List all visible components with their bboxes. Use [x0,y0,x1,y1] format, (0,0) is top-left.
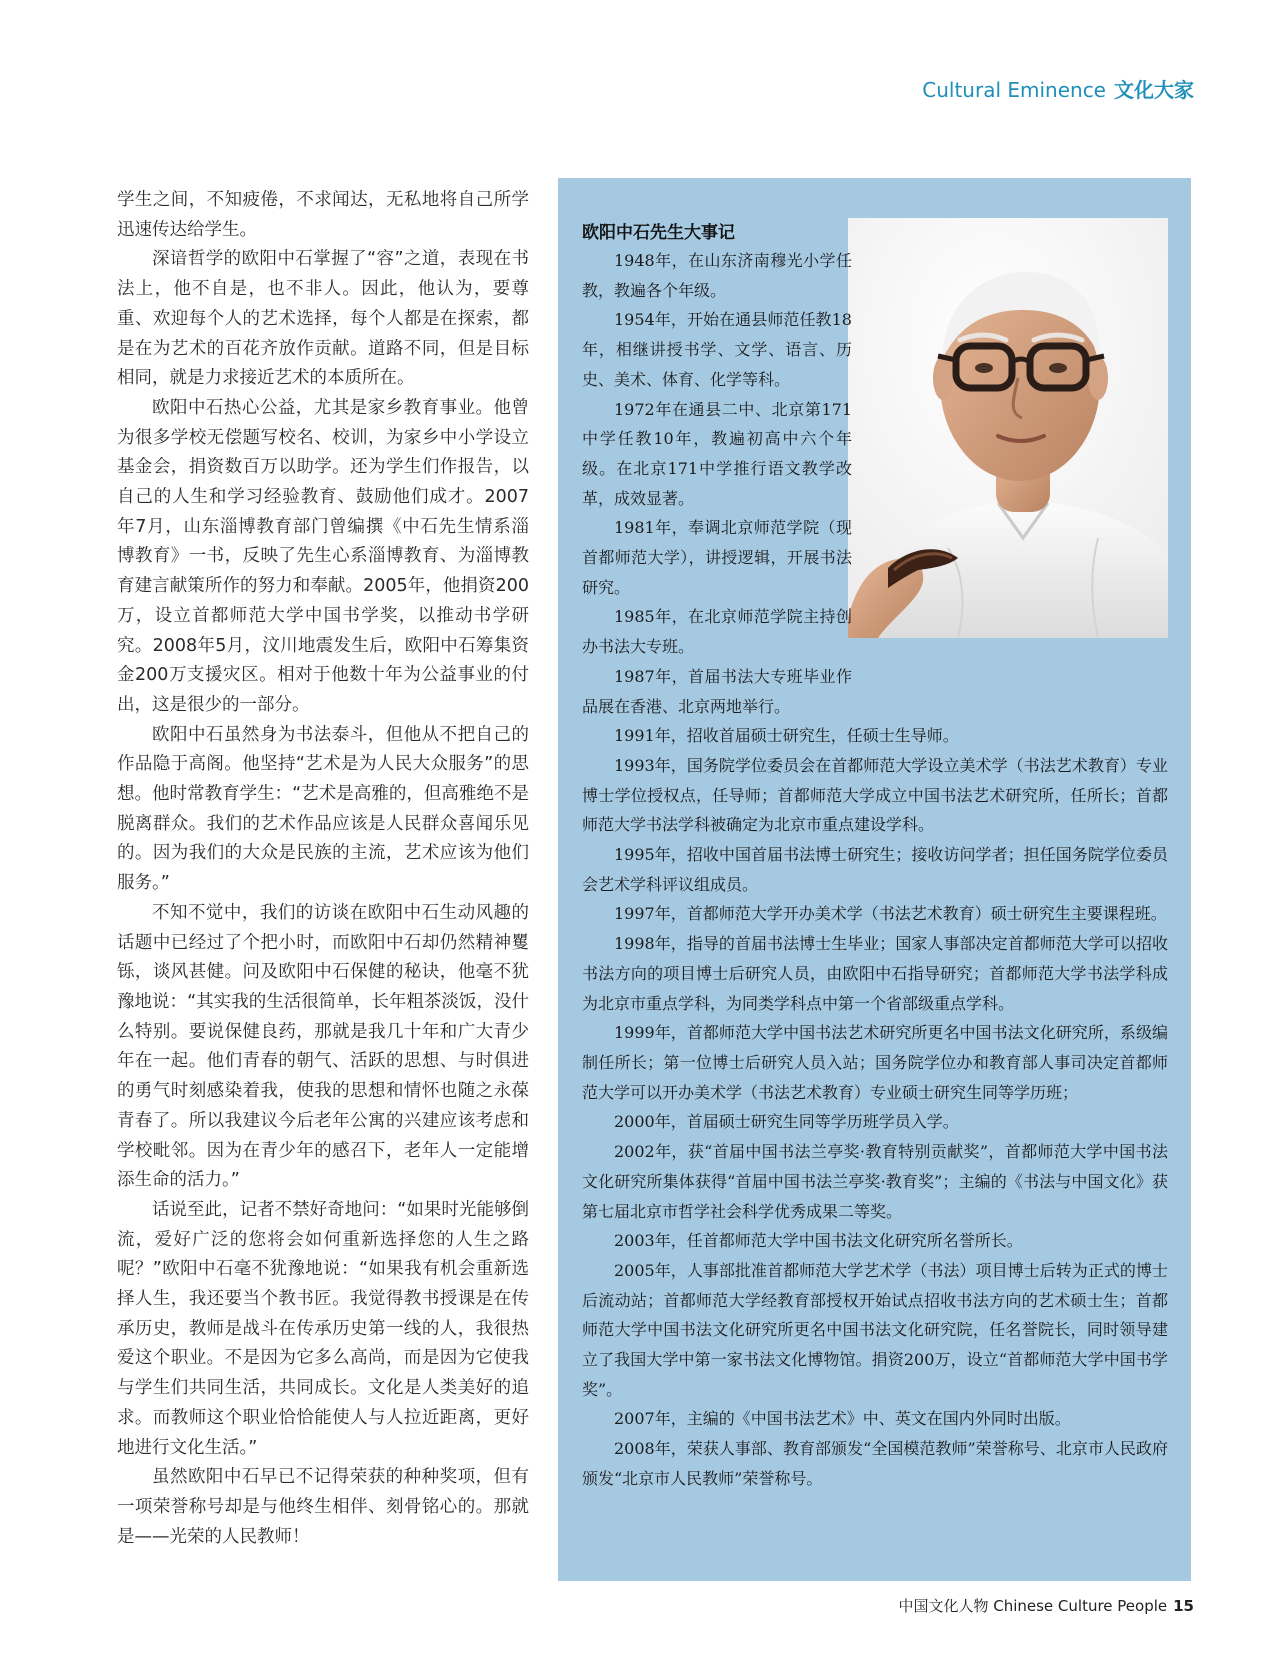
timeline-event: 2008年，荣获人事部、教育部颁发“全国模范教师”荣誉称号、北京市人民政府颁发“北京市人民教师”荣誉称号。 [582,1439,1168,1488]
timeline-event: 1954年，开始在通县师范任教18年，相继讲授书学、文学、语言、历史、美术、体育、化学等科。 [582,310,852,389]
section-header [922,74,1194,103]
timeline-event: 1998年，指导的首届书法博士生毕业；国家人事部决定首都师范大学可以招收书法方向的项目博士后研究人员，由欧阳中石指导研究；首都师范大学书法学科成为北京市重点学科，为同类学科点中第一个省部级重点学科。 [582,934,1168,1013]
article-paragraph: 话说至此，记者不禁好奇地问：“如果时光能够倒流，爱好广泛的您将会如何重新选择您的人生之路呢？”欧阳中石毫不犹豫地说：“如果我有机会重新选择人生，我还要当个教书匠。我觉得教书授课是在传承历史，教师是战斗在传承历史第一线的人，我很热爱这个职业。不是因为它多么高尚，而是因为它使我与学生们共同生活，共同成长。文化是人类美好的追求。而教师这个职业恰恰能使人与人拉近距离，更好地进行文化生活。” [117,1199,529,1458]
timeline-event: 2007年，主编的《中国书法艺术》中、英文在国内外同时出版。 [614,1409,1071,1429]
timeline-event: 1948年，在山东济南穆光小学任教，教遍各个年级。 [582,251,852,300]
timeline-event: 1997年，首都师范大学开办美术学（书法艺术教育）硕士研究生主要课程班。 [614,904,1167,924]
timeline-event: 1993年，国务院学位委员会在首都师范大学设立美术学（书法艺术教育）专业博士学位授权点，任导师；首都师范大学成立中国书法艺术研究所，任所长；首都师范大学书法学科被确定为北京市重点建设学科。 [582,755,1168,835]
timeline-list [582,246,1168,1494]
timeline-event: 1985年，在北京师范学院主持创办书法大专班。 [582,607,852,657]
timeline-event: 2005年，人事部批准首都师范大学艺术学（书法）项目博士后转为正式的博士后流动站；首都师范大学经教育部授权开始试点招收书法方向的艺术硕士生；首都师范大学中国书法文化研究所更名中国书法文化研究院，任名誉院长，同时领导建立了我国大学中第一家书法文化博物馆。捐资200万，设立“首都师范大学中国书学奖”。 [582,1260,1168,1399]
section-title-en: Cultural Eminence [922,78,1106,102]
sidebar-title: 欧阳中石先生大事记 [582,223,735,243]
article-paragraph: 欧阳中石热心公益，尤其是家乡教育事业。他曾为很多学校无偿题写校名、校训，为家乡中小学设立基金会，捐资数百万以助学。还为学生们作报告，以自己的人生和学习经验教育、鼓励他们成才。2007年7月，山东淄博教育部门曾编撰《中石先生情系淄博教育》一书，反映了先生心系淄博教育、为淄博教育建言献策所作的努力和奉献。2005年，他捐资200万，设立首都师范大学中国书学奖，以推动书学研究。2008年5月，汶川地震发生后，欧阳中石筹集资金200万支援灾区。相对于他数十年为公益事业的付出，这是很少的一部分。 [117,397,529,715]
timeline-event: 2003年，任首都师范大学中国书法文化研究所名誉所长。 [614,1231,1023,1251]
article-paragraph: 不知不觉中，我们的访谈在欧阳中石生动风趣的话题中已经过了个把小时，而欧阳中石却仍然精神矍铄，谈风甚健。问及欧阳中石保健的秘诀，他毫不犹豫地说：“其实我的生活很简单，长年粗茶淡饭，没什么特别。要说保健良药，那就是我几十年和广大青少年在一起。他们青春的朝气、活跃的思想、与时俱进的勇气时刻感染着我，使我的思想和情怀也随之永葆青春了。所以我建议今后老年公寓的兴建应该考虑和学校毗邻。因为在青少年的感召下，老年人一定能增添生命的活力。” [117,902,529,1191]
article-paragraph: 学生之间，不知疲倦，不求闻达，无私地将自己所学迅速传达给学生。 [117,190,529,240]
timeline-sidebar [558,178,1191,1581]
article-body [117,186,529,1552]
timeline-event: 2002年，获“首届中国书法兰亭奖·教育特别贡献奖”，首都师范大学中国书法文化研究所集体获得“首届中国书法兰亭奖·教育奖”；主编的《书法与中国文化》获第七届北京市哲学社会科学优秀成果二等奖。 [582,1142,1168,1221]
timeline-event: 1999年，首都师范大学中国书法艺术研究所更名中国书法文化研究所，系级编制任所长；第一位博士后研究人员入站；国务院学位办和教育部人事司决定首都师范大学可以开办美术学（书法艺术教育）专业硕士研究生同等学历班； [582,1023,1168,1102]
timeline-event: 1995年，招收中国首届书法博士研究生；接收访问学者；担任国务院学位委员会艺术学科评议组成员。 [582,845,1168,894]
timeline-event: 2000年，首届硕士研究生同等学历班学员入学。 [614,1112,959,1132]
page-number: 15 [1173,1597,1194,1615]
article-paragraph: 深谙哲学的欧阳中石掌握了“容”之道，表现在书法上，他不自是，也不非人。因此，他认为，要尊重、欢迎每个人的艺术选择，每个人都是在探索，都是在为艺术的百花齐放作贡献。道路不同，但是目标相同，就是力求接近艺术的本质所在。 [117,249,529,389]
photo-spacer [862,246,1168,670]
magazine-name: 中国文化人物 Chinese Culture People [898,1597,1168,1615]
timeline-event: 1981年，奉调北京师范学院（现首都师范大学），讲授逻辑，开展书法研究。 [582,518,852,597]
timeline-event: 1987年，首届书法大专班毕业作品展在香港、北京两地举行。 [582,666,852,716]
article-paragraph: 虽然欧阳中石早已不记得荣获的种种奖项，但有一项荣誉称号却是与他终生相伴、刻骨铭心的。那就是——光荣的人民教师！ [117,1467,529,1547]
article-paragraph: 欧阳中石虽然身为书法泰斗，但他从不把自己的作品隐于高阁。他坚持“艺术是为人民大众服务”的思想。他时常教育学生：“艺术是高雅的，但高雅绝不是脱离群众。我们的艺术作品应该是人民群众喜闻乐见的。因为我们的大众是民族的主流，艺术应该为他们服务。” [117,724,529,894]
timeline-event: 1972年在通县二中、北京第171中学任教10年，教遍初高中六个年级。在北京171中学推行语文教学改革，成效显著。 [582,399,852,508]
page-footer [898,1595,1194,1616]
timeline-event: 1991年，招收首届硕士研究生，任硕士生导师。 [614,726,959,746]
section-title-zh: 文化大家 [1114,78,1194,102]
